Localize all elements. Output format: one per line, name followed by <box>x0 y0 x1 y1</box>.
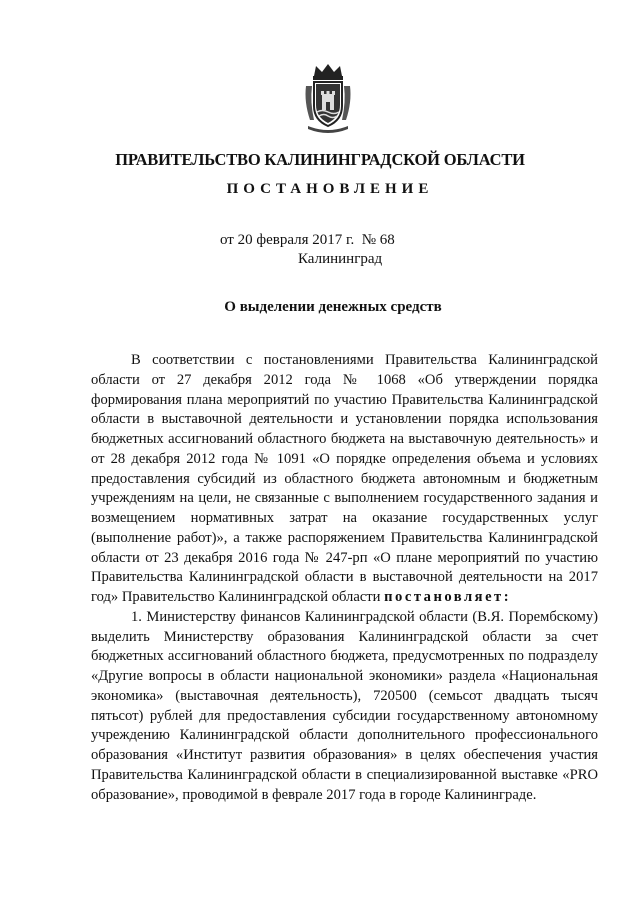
date-and-number: от 20 февраля 2017 г. № 68 <box>220 232 395 248</box>
preamble-text: В соответствии с постановлениями Правительства Калининградской области от 27 декабря 2012 года № 1068 «Об утверждении порядка формирования плана мероприятий по участию Правительства Калининградской области в выставочной деятельности и установлении порядка использования бюджетных ассигнований областного бюджета на выставочную деятельность» и от 28 декабря 2012 года № 1091 «О порядке определения объема и условиях предоставления субсидий из областного бюджета автономным и бюджетным учреждениям на цели, не связанные с выполнением государственного задания и возмещением нормативных затрат на оказание государственных услуг (выполнение работ)», а также распоряжением Правительства Калининградской области от 23 декабря 2016 года № 247-рп «О плане мероприятий по участию Правительства Калининградской области в выставочной деятельности на 2017 год» Правительство Калининградской области <box>91 352 598 605</box>
city: Калининград <box>298 251 383 267</box>
government-title: ПРАВИТЕЛЬСТВО КАЛИНИНГРАДСКОЙ ОБЛАСТИ <box>115 150 525 169</box>
document-type: ПОСТАНОВЛЕНИЕ <box>226 181 434 197</box>
coat-of-arms-icon <box>302 62 354 134</box>
paragraph-item-1: 1. Министерству финансов Калининградской области (В.Я. Порембскому) выделить Министерству образования Калининградской области за счет бюджетных ассигнований областного бюджета, предусмотренных по подразделу «Другие вопросы в области национальной экономики» раздела «Национальная экономика» (выставочная деятельность), 720500 (семьсот двадцать тысяч пятьсот) рублей для предоставления субсидии государственному автономному учреждению Калининградской области дополнительного профессионального образования «Институт развития образования» в целях обеспечения участия Правительства Калининградской области в специализированной выставке «PRO образование», проводимой в феврале 2017 года в городе Калининграде. <box>91 608 598 803</box>
document-subject: О выделении денежных средств <box>224 299 442 315</box>
document-body <box>91 351 598 805</box>
resolves-keyword: постановляет: <box>384 589 512 605</box>
paragraph-preamble <box>91 351 598 608</box>
